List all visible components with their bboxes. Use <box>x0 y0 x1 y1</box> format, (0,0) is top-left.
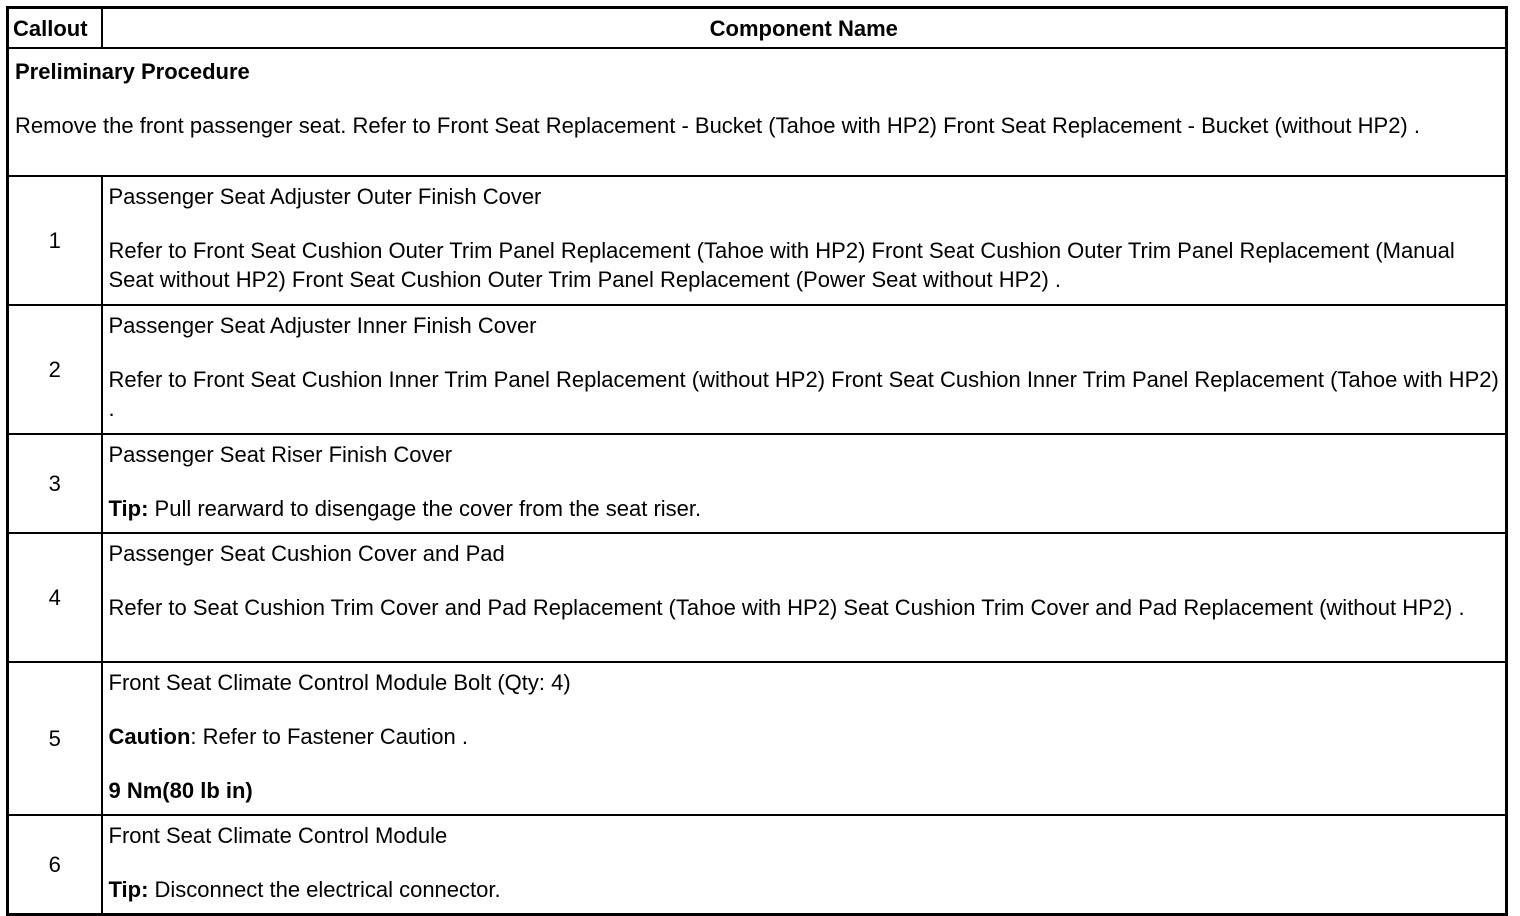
caution-text: : Refer to Fastener Caution . <box>190 724 468 749</box>
component-name: Passenger Seat Adjuster Inner Finish Cover <box>108 313 537 338</box>
tip-text: Disconnect the electrical connector. <box>148 877 501 902</box>
tip <box>109 875 1500 904</box>
caution-label: Caution <box>108 724 191 749</box>
header-row <box>8 8 1507 49</box>
reference-note: Refer to Front Seat Cushion Inner Trim Panel Replacement (without HP2) Front Seat Cushion Inner Trim Panel Replacement (Tahoe with HP2) . <box>108 367 1499 421</box>
callout-header: Callout <box>8 8 102 49</box>
callout-number: 5 <box>8 662 102 815</box>
table-row <box>8 305 1507 434</box>
reference-note: Refer to Front Seat Cushion Outer Trim Panel Replacement (Tahoe with HP2) Front Seat Cushion Outer Trim Panel Replacement (Manual Seat without HP2) Front Seat Cushion Outer Trim Panel Replacement (Power Seat without HP2) . <box>108 238 1455 292</box>
tip <box>109 494 1500 523</box>
component-cell <box>102 176 1507 305</box>
preliminary-text: Remove the front passenger seat. Refer to Front Seat Replacement - Bucket (Tahoe with HP2) Front Seat Replacement - Bucket (without HP2) . <box>15 113 1420 138</box>
tip-label: Tip: <box>108 877 149 902</box>
callout-number: 6 <box>8 815 102 915</box>
component-cell <box>102 533 1507 662</box>
component-cell <box>102 434 1507 533</box>
callout-number: 2 <box>8 305 102 434</box>
preliminary-title: Preliminary Procedure <box>15 59 250 84</box>
tip-label: Tip: <box>108 496 149 521</box>
component-name: Passenger Seat Cushion Cover and Pad <box>108 541 505 566</box>
callout-number: 1 <box>8 176 102 305</box>
component-name: Front Seat Climate Control Module <box>108 823 448 848</box>
callout-number: 3 <box>8 434 102 533</box>
component-cell <box>102 662 1507 815</box>
callout-number: 4 <box>8 533 102 662</box>
tip-text: Pull rearward to disengage the cover from the seat riser. <box>148 496 702 521</box>
caution <box>109 722 1500 751</box>
table-row <box>8 176 1507 305</box>
component-name: Passenger Seat Riser Finish Cover <box>108 442 453 467</box>
component-cell <box>102 305 1507 434</box>
component-name-header: Component Name <box>102 8 1507 49</box>
component-name: Passenger Seat Adjuster Outer Finish Cover <box>108 184 542 209</box>
preliminary-cell <box>8 48 1507 176</box>
torque-spec: 9 Nm(80 lb in) <box>108 778 253 803</box>
reference-note: Refer to Seat Cushion Trim Cover and Pad Replacement (Tahoe with HP2) Seat Cushion Trim Cover and Pad Replacement (without HP2) . <box>108 595 1465 620</box>
preliminary-row <box>8 48 1507 176</box>
table-row <box>8 662 1507 815</box>
table-row <box>8 434 1507 533</box>
component-name: Front Seat Climate Control Module Bolt (Qty: 4) <box>108 670 571 695</box>
component-cell <box>102 815 1507 915</box>
table-row <box>8 533 1507 662</box>
procedure-table <box>6 6 1508 916</box>
table-row <box>8 815 1507 915</box>
